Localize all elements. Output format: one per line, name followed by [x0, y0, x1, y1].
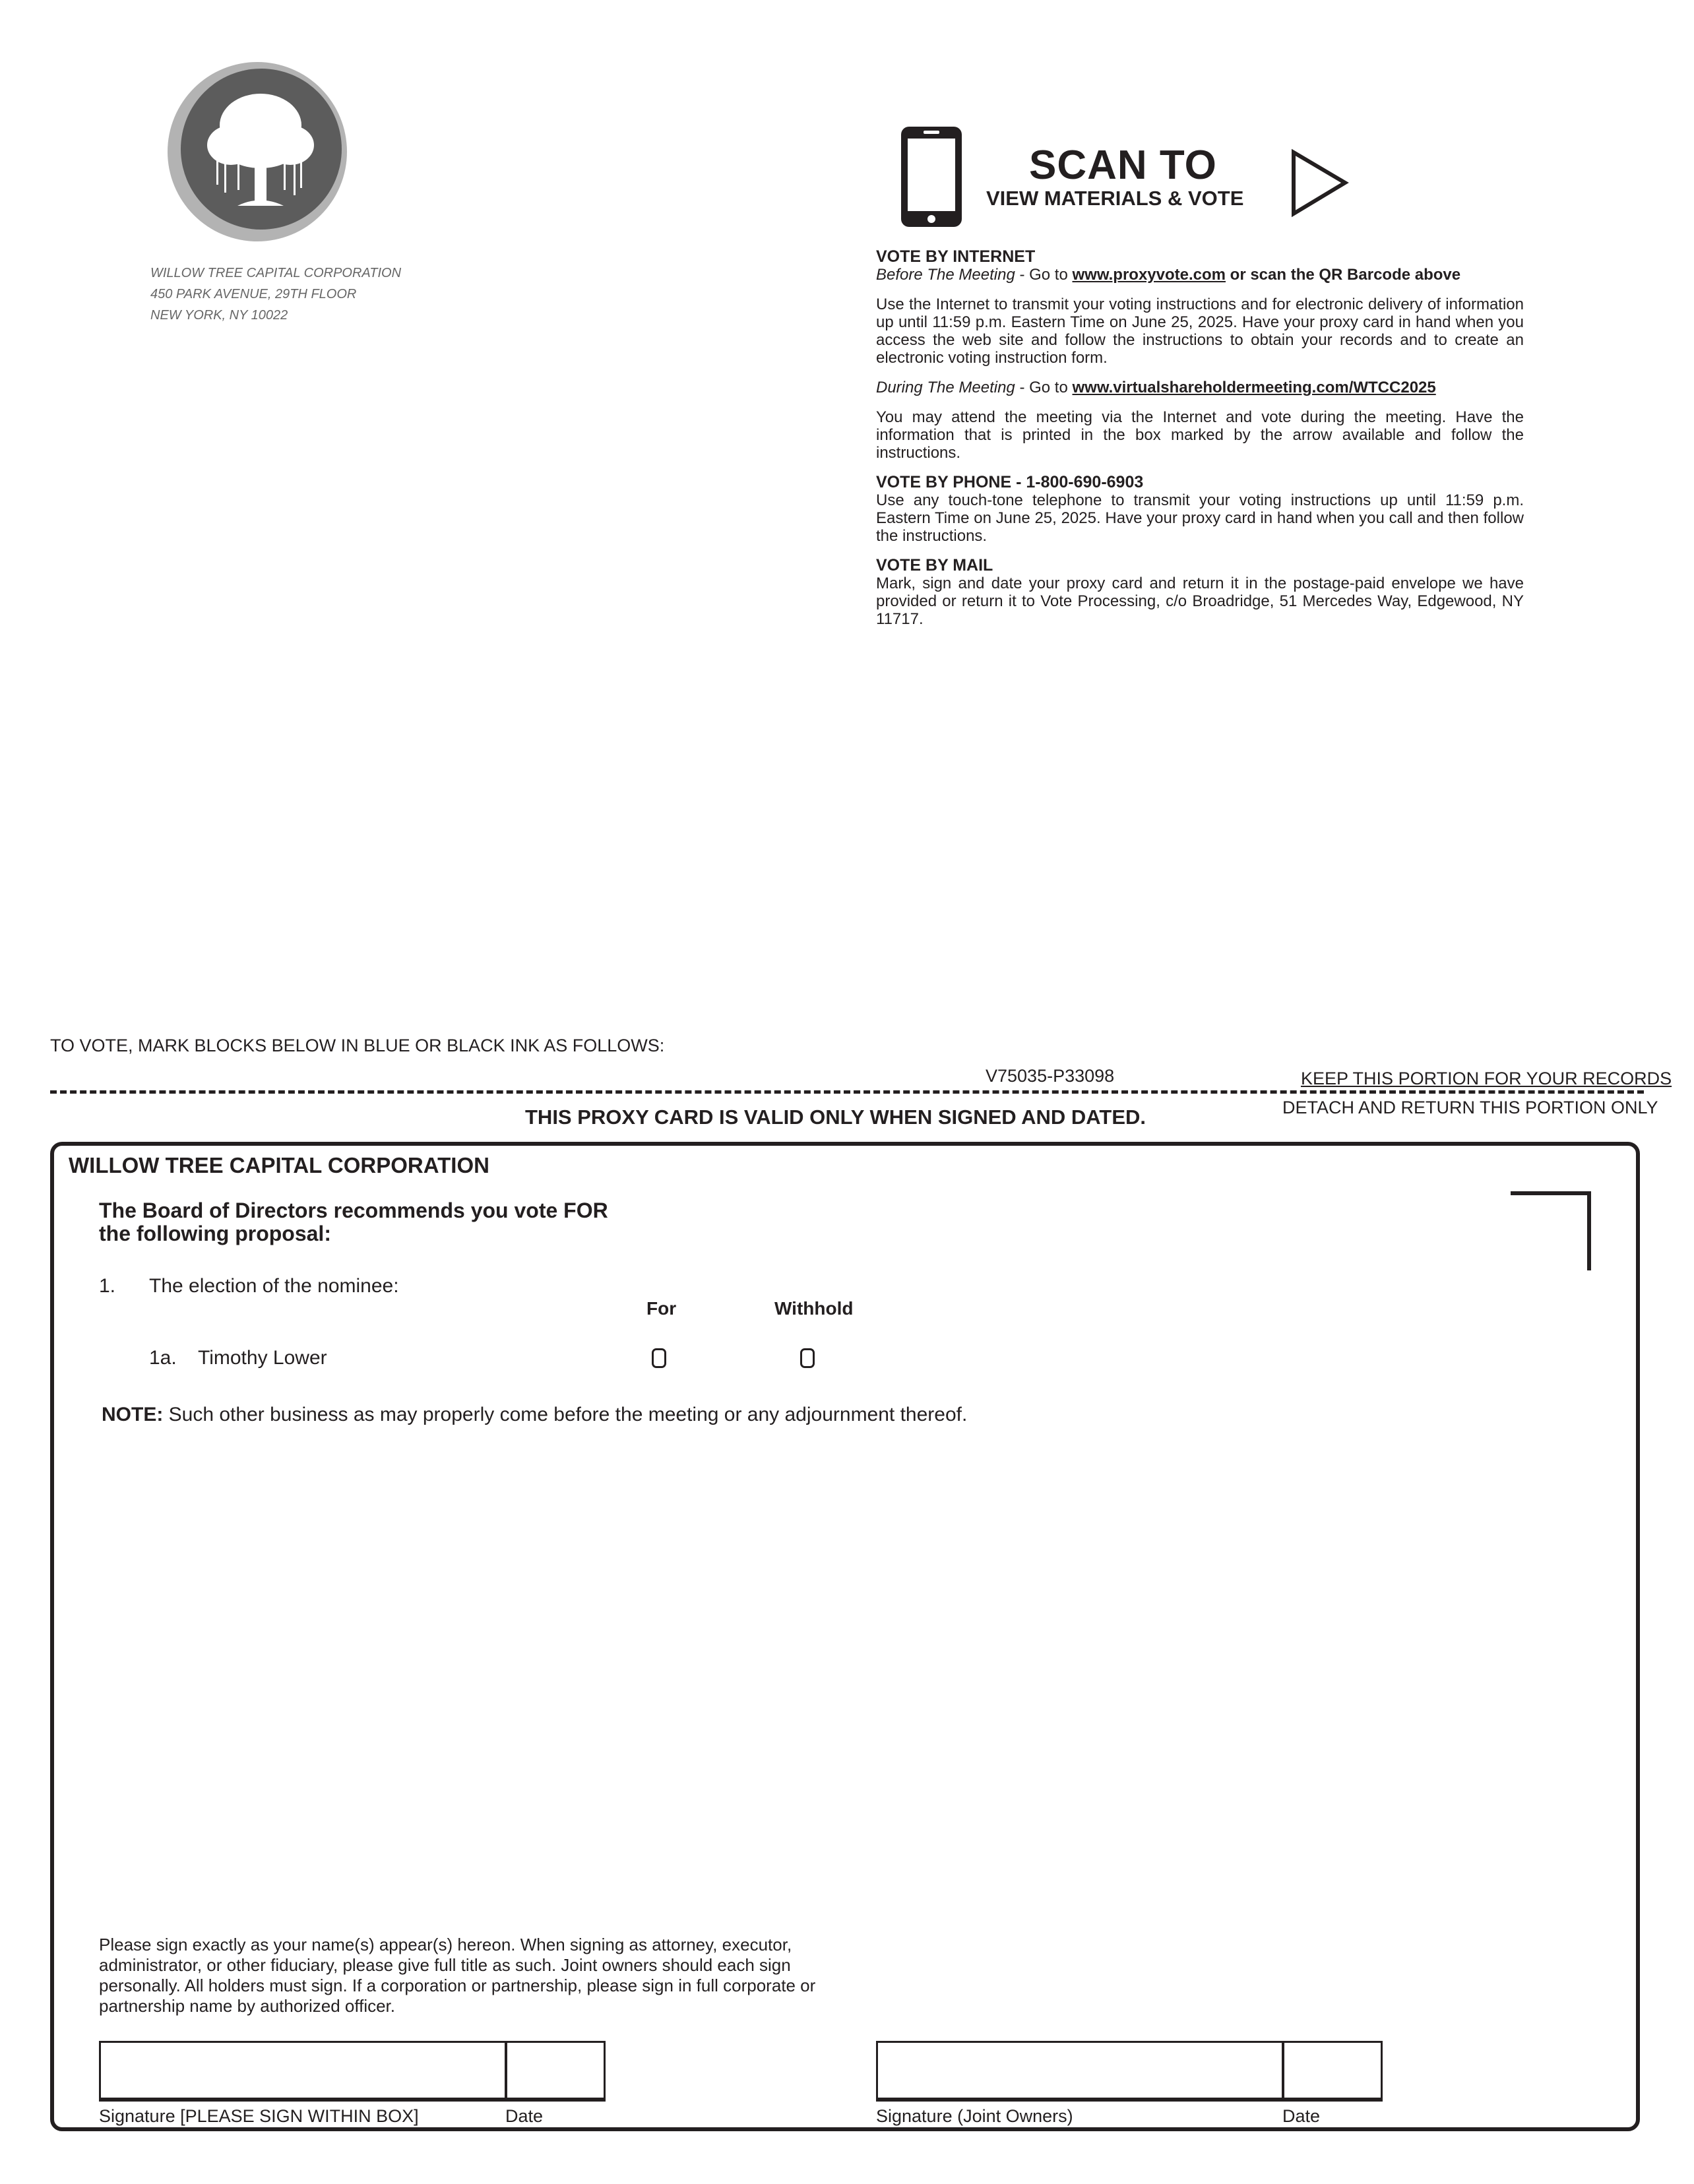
address-line: WILLOW TREE CAPITAL CORPORATION: [150, 266, 402, 280]
address-line: NEW YORK, NY 10022: [150, 308, 288, 323]
virtual-meeting-link[interactable]: www.virtualshareholdermeeting.com/WTCC2025: [1072, 379, 1436, 396]
note-text: [102, 1404, 967, 1426]
address-line: 450 PARK AVENUE, 29TH FLOOR: [150, 287, 357, 301]
vote-internet-heading: VOTE BY INTERNET: [876, 247, 1036, 266]
joint-signature-underline: [876, 2098, 1383, 2102]
during-meeting-goto: - Go to: [1015, 379, 1073, 396]
nominee-name: Timothy Lower: [198, 1347, 327, 1369]
qr-instruction: or scan the QR Barcode above: [1226, 266, 1461, 284]
card-company-name: WILLOW TREE CAPITAL CORPORATION: [69, 1153, 489, 1177]
proposal-number: 1.: [99, 1275, 116, 1297]
board-recommendation: [99, 1199, 608, 1245]
vote-phone-heading: VOTE BY PHONE - 1-800-690-6903: [876, 473, 1144, 491]
play-arrow-icon: [1290, 148, 1349, 218]
joint-signature-caption: Signature (Joint Owners): [876, 2106, 1073, 2126]
during-meeting-line: [876, 379, 1524, 396]
control-number: V75035-P33098: [986, 1066, 1115, 1086]
for-column-header: For: [646, 1298, 677, 1319]
during-meeting-body: You may attend the meeting via the Internet and vote during the meeting. Have the information that is printed in the box marked by the arrow available and follow the instructions.: [876, 408, 1524, 462]
scan-subtitle: VIEW MATERIALS & VOTE: [986, 187, 1244, 210]
proposal-text: The election of the nominee:: [149, 1275, 399, 1297]
vote-withhold-checkbox[interactable]: [800, 1348, 815, 1368]
company-address: [150, 263, 401, 326]
date-caption: Date: [505, 2106, 544, 2126]
signature-caption: Signature [PLEASE SIGN WITHIN BOX]: [99, 2106, 419, 2126]
before-meeting-label: Before The Meeting: [876, 266, 1015, 284]
internet-body: Use the Internet to transmit your voting instructions and for electronic delivery of information up until 11:59 p.m. Eastern Time on June 25, 2025. Have your proxy card in hand when you access the web site and follow the instructions to obtain your records and to create an electronic voting instruction form.: [876, 296, 1524, 367]
during-meeting-label: During The Meeting: [876, 379, 1015, 396]
board-line: The Board of Directors recommends you vote FOR: [99, 1199, 608, 1222]
keep-portion-label: KEEP THIS PORTION FOR YOUR RECORDS: [1301, 1069, 1672, 1088]
before-meeting-goto: - Go to: [1015, 266, 1073, 284]
voting-instructions: [876, 248, 1524, 628]
proxyvote-link[interactable]: www.proxyvote.com: [1072, 266, 1226, 284]
joint-date-caption: Date: [1282, 2106, 1321, 2126]
signature-box[interactable]: [99, 2041, 507, 2100]
joint-signature-box[interactable]: [876, 2041, 1284, 2100]
valid-notice: THIS PROXY CARD IS VALID ONLY WHEN SIGNED AND DATED.: [525, 1106, 1146, 1129]
joint-date-box[interactable]: [1282, 2041, 1383, 2100]
corner-mark: [1511, 1191, 1591, 1270]
vote-for-checkbox[interactable]: [652, 1348, 666, 1368]
detach-return-label: DETACH AND RETURN THIS PORTION ONLY: [1282, 1098, 1658, 1117]
signing-instructions: Please sign exactly as your name(s) appear(s) hereon. When signing as attorney, executor, administrator, or other fiduciary, please give full title as such. Joint owners should each sign personally. All holders must sign. If a corporation or partnership, please sign in full corporate or partnership name by authorized officer.: [99, 1935, 816, 2016]
withhold-column-header: Withhold: [774, 1298, 854, 1319]
signature-underline: [99, 2098, 606, 2102]
signature-date-box[interactable]: [505, 2041, 606, 2100]
detach-line: [50, 1090, 1644, 1094]
note-body: Such other business as may properly come before the meeting or any adjournment thereof.: [163, 1404, 968, 1425]
nominee-number: 1a.: [149, 1347, 177, 1369]
to-vote-instruction: TO VOTE, MARK BLOCKS BELOW IN BLUE OR BLACK INK AS FOLLOWS:: [50, 1036, 665, 1055]
vote-mail-heading: VOTE BY MAIL: [876, 556, 993, 575]
mail-body: Mark, sign and date your proxy card and return it in the postage-paid envelope we have provided or return it to Vote Processing, c/o Broadridge, 51 Mercedes Way, Edgewood, NY 11717.: [876, 575, 1524, 628]
smartphone-icon: [898, 124, 964, 230]
board-line: the following proposal:: [99, 1222, 331, 1245]
note-label: NOTE:: [102, 1404, 164, 1425]
phone-body: Use any touch-tone telephone to transmit your voting instructions up until 11:59 p.m. Eastern Time on June 25, 2025. Have your proxy card in hand when you call and then follow the instructions.: [876, 491, 1524, 545]
scan-title: SCAN TO: [1029, 142, 1217, 188]
before-meeting-line: [876, 266, 1524, 284]
willow-tree-logo-icon: [165, 59, 350, 244]
